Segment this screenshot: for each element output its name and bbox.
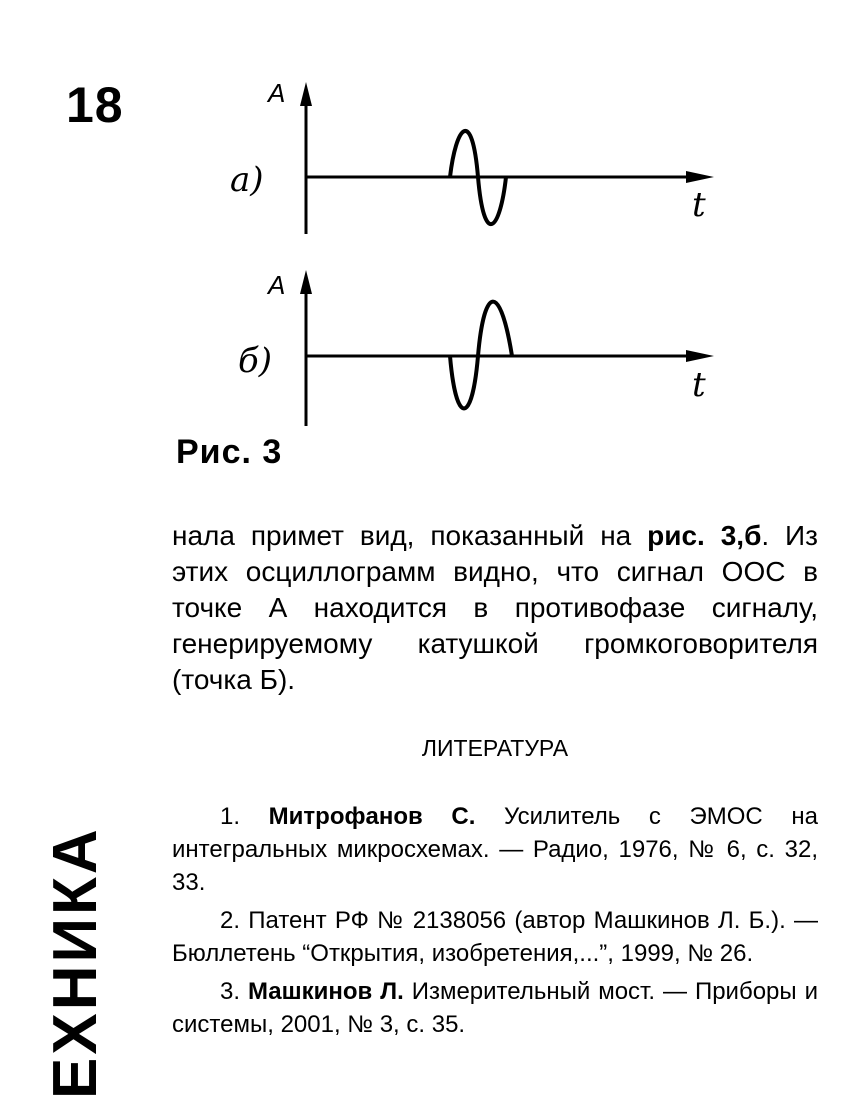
page-number: 18 [66,77,124,133]
panel-b-y-arrow [300,270,312,294]
reference-author: Митрофанов С. [268,803,476,830]
reference-text: Усилитель с ЭМОС на интегральных микросхемах. — Радио, 1976, № 6, с. 32, 33. [172,803,818,896]
panel-a-label: a) [230,160,264,200]
reference-author: Машкинов Л. [247,978,404,1005]
body-paragraph [172,518,818,698]
reference-item [172,975,818,1041]
body-text-part-1: нала примет вид, показанный на [172,520,648,551]
panel-a-x-arrow [686,171,714,183]
panel-b-label: б) [238,341,273,381]
figure-caption: Рис. 3 [176,433,283,471]
panel-a [230,78,714,234]
reference-text: Патент РФ № 2138056 (автор Машкинов Л. Б.). — Бюллетень “Открытия, изобретения,...”, 1999, № 26. [172,907,818,967]
panel-a-y-label: A [268,78,286,108]
body-text-part-2: . Из этих осциллограмм видно, что сигнал ООС в точке А находится в противофазе сигналу, генерируемому катушкой громкоговорителя (точка Б). [172,520,819,695]
panel-b-y-label: A [268,270,286,300]
oscillogram-figure [220,76,740,436]
reference-text: Измерительный мост. — Приборы и системы, 2001, № 3, с. 35. [172,978,818,1038]
reference-number: 1. [220,803,241,830]
reference-item [172,904,818,970]
reference-number: 3. [220,978,241,1005]
side-section-header: ЕХНИКА [41,826,110,1099]
panel-b-x-arrow [686,350,714,362]
panel-a-x-label: t [692,185,706,225]
reference-item [172,800,818,899]
literature-title: ЛИТЕРАТУРА [421,735,569,761]
body-paragraph-text [172,518,818,698]
panel-b-x-label: t [692,365,706,405]
reference-list [172,800,818,1046]
figure-reference: рис. 3,б [647,520,762,551]
panel-b [238,270,714,426]
panel-a-y-arrow [300,82,312,106]
reference-number: 2. [220,907,241,934]
